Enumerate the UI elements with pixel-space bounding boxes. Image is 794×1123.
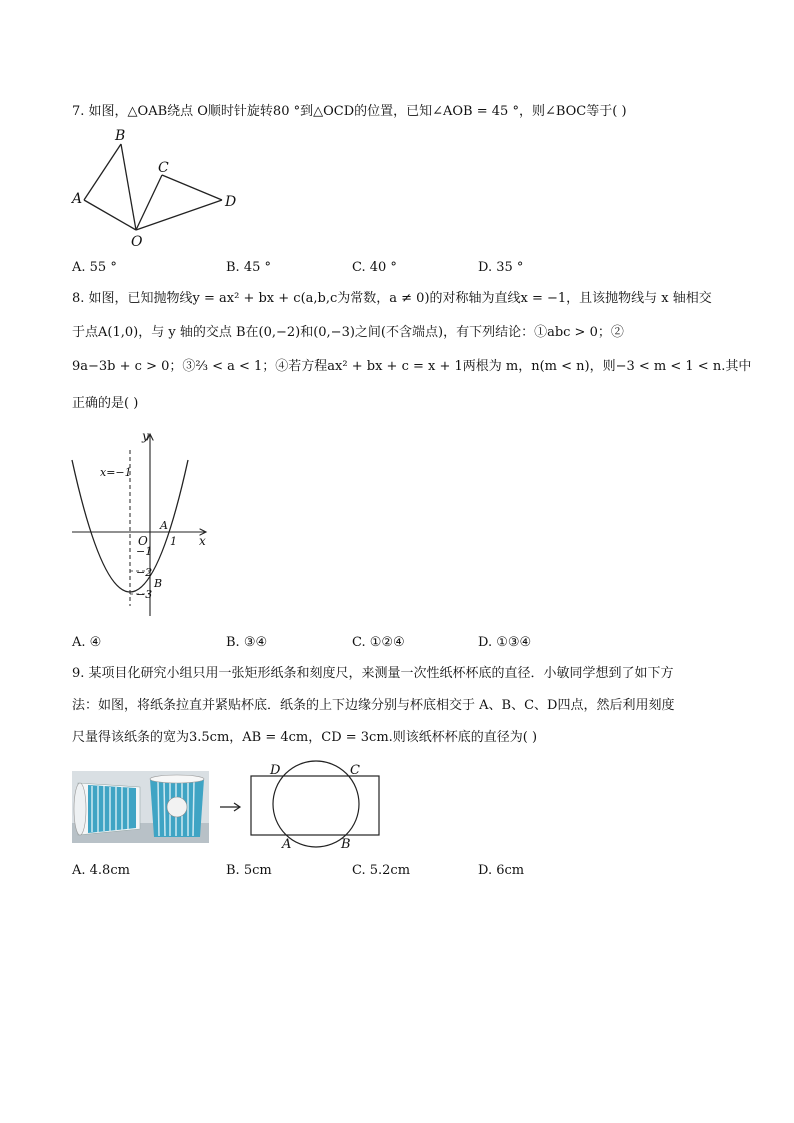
q9-option-d[interactable]: D. 6cm	[478, 863, 525, 878]
q9-label-D: D	[270, 763, 281, 778]
q7-figure	[68, 126, 248, 250]
q8-option-a[interactable]: A. ④	[72, 635, 102, 650]
q9-cup-bottom-circle	[273, 761, 359, 847]
q9-stem-line-1: 9. 某项目化研究小组只用一张矩形纸条和刻度尺，来测量一次性纸杯杯底的直径．小敏同学想到了如下方	[72, 666, 674, 681]
q8-stem-line-2: 于点A(1,0)，与 y 轴的交点 B在(0,−2)和(0,−3)之间(不含端点)，有下列结论：①abc > 0；②	[72, 325, 624, 340]
cup-standing	[150, 775, 204, 837]
q7-segment-OA	[84, 200, 136, 230]
q8-stem-line-1: 8. 如图，已知抛物线y = ax² + bx + c(a,b,c为常数，a ≠ 0)的对称轴为直线x = −1，且该抛物线与 x 轴相交	[72, 291, 712, 306]
q7-segment-OD	[136, 200, 222, 230]
q8-point-A-label: A	[160, 519, 168, 532]
paper-cup-photo	[72, 771, 209, 843]
q7-option-d[interactable]: D. 35 °	[478, 260, 524, 275]
q7-label-B: B	[115, 128, 126, 144]
q7-option-b[interactable]: B. 45 °	[226, 260, 271, 275]
q7-label-A: A	[72, 191, 83, 207]
q7-segment-AB	[84, 144, 121, 200]
q7-label-O: O	[131, 234, 143, 250]
q9-figure	[246, 760, 386, 856]
q9-option-a[interactable]: A. 4.8cm	[72, 863, 130, 878]
cup-lying	[74, 783, 140, 835]
q7-label-D: D	[225, 194, 237, 210]
q8-origin-label: O	[138, 534, 148, 548]
q8-option-b[interactable]: B. ③④	[226, 635, 268, 650]
q8-stem-line-3: 9a−3b + c > 0；③⅔ < a < 1；④若方程ax² + bx + c = x + 1两根为 m，n(m < n)，则−3 < m < 1 < n.其中	[72, 359, 752, 374]
q7-segment-CD	[162, 175, 222, 200]
q8-point-B-label: B	[154, 577, 163, 590]
q7-label-C: C	[158, 160, 169, 176]
q9-label-C: C	[350, 763, 360, 778]
q8-option-d[interactable]: D. ①③④	[478, 635, 532, 650]
q8-y-label: y	[142, 429, 149, 443]
q9-label-A: A	[282, 837, 292, 852]
q9-label-B: B	[341, 837, 351, 852]
q8-x-label: x	[199, 534, 206, 548]
q9-option-c[interactable]: C. 5.2cm	[352, 863, 411, 878]
q7-segment-OB	[121, 144, 136, 230]
q8-axis-line-label: x=−1	[100, 466, 132, 479]
q8-parabola-graph	[68, 428, 218, 620]
q9-paper-strip	[251, 776, 379, 835]
q9-option-b[interactable]: B. 5cm	[226, 863, 272, 878]
arrow-icon	[219, 801, 243, 813]
q7-stem: 7. 如图，△OAB绕点 O顺时针旋转80 °到△OCD的位置，已知∠AOB = 45 °，则∠BOC等于( )	[72, 104, 627, 119]
q8-y-tick-3: −3	[136, 588, 153, 601]
q8-option-c[interactable]: C. ①②④	[352, 635, 405, 650]
q9-stem-line-2: 法：如图，将纸条拉直并紧贴杯底．纸条的上下边缘分别与杯底相交于 A、B、C、D四点，然后利用刻度	[72, 698, 675, 713]
q9-stem-line-3: 尺量得该纸条的宽为3.5cm，AB = 4cm，CD = 3cm.则该纸杯杯底的直径为( )	[72, 730, 538, 745]
q7-option-c[interactable]: C. 40 °	[352, 260, 397, 275]
q8-y-tick-2: −2	[136, 566, 153, 579]
q8-y-tick-1: −1	[136, 545, 153, 558]
q8-x-tick-1: 1	[170, 535, 177, 548]
q7-option-a[interactable]: A. 55 °	[72, 260, 117, 275]
q8-stem-line-4: 正确的是( )	[72, 396, 139, 411]
